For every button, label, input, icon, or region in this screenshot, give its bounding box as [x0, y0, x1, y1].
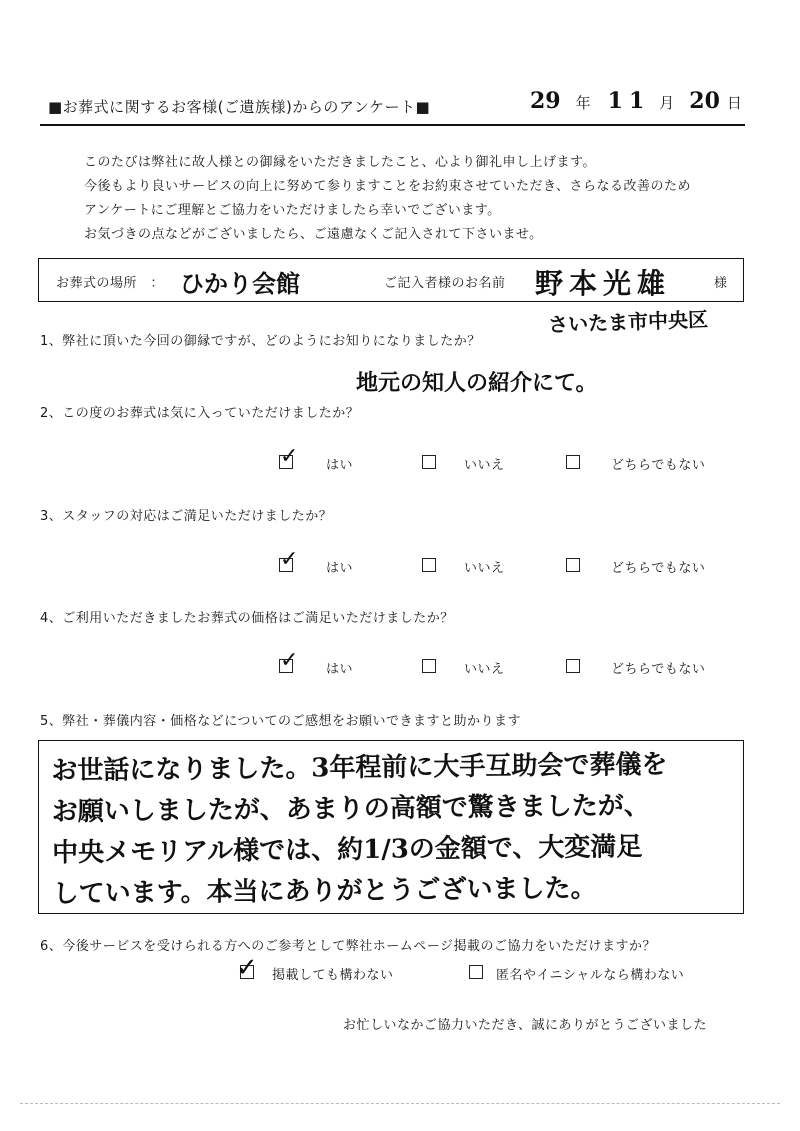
- q3-yes-label: はい: [326, 561, 354, 576]
- comment-text: [51, 745, 669, 915]
- question-4: 4、ご利用いただきましたお葬式の価格はご満足いただけましたか？: [40, 611, 454, 626]
- venue-value: ひかり会館: [180, 269, 300, 298]
- answer-1: 地元の知人の紹介にて。: [356, 370, 598, 396]
- q4-no-checkbox[interactable]: [422, 659, 436, 673]
- q4-options: [0, 648, 800, 678]
- q2-options: [0, 444, 800, 474]
- intro-line: 今後もより良いサービスの向上に努めて参りますことをお約束させていただき、さらなる改善のため: [84, 179, 691, 194]
- name-value: 野本光雄: [535, 267, 672, 300]
- q6-anonymous-label: 匿名やイニシャルなら構わない: [496, 968, 685, 983]
- date-day: 20: [689, 88, 720, 114]
- header-rule: [40, 124, 745, 126]
- intro-line: アンケートにご理解とご協力をいただけましたら幸いでございます。: [84, 203, 501, 218]
- address-value: さいたま市中央区: [547, 307, 709, 337]
- survey-title: ■お葬式に関するお客様(ご遺族様)からのアンケート■: [48, 98, 431, 116]
- comment-line: お願いしましたが、あまりの高額で驚きましたが、: [51, 790, 650, 828]
- q6-publish-label: 掲載しても構わない: [272, 968, 394, 983]
- q4-check-mark: ✓: [280, 648, 299, 673]
- q3-neither-label: どちらでもない: [611, 561, 706, 576]
- q3-check-mark: ✓: [280, 547, 299, 572]
- comment-line: 中央メモリアル様では、約1/3の金額で、大変満足: [52, 832, 643, 869]
- closing-text: お忙しいなかご協力いただき、誠にありがとうございました: [343, 1018, 707, 1033]
- q3-no-checkbox[interactable]: [422, 558, 436, 572]
- q2-neither-label: どちらでもない: [611, 458, 706, 473]
- date-month: 11: [607, 88, 651, 114]
- date-field: [530, 88, 742, 114]
- q4-no-label: いいえ: [464, 662, 505, 677]
- q3-no-label: いいえ: [464, 561, 505, 576]
- intro-text: [84, 151, 691, 247]
- q2-yes-label: はい: [326, 458, 354, 473]
- q3-options: [0, 547, 800, 577]
- q4-yes-label: はい: [326, 662, 354, 677]
- q6-anonymous-checkbox[interactable]: [469, 965, 483, 979]
- q6-options: [0, 953, 800, 985]
- question-2: 2、この度のお葬式は気に入っていただけましたか？: [40, 406, 360, 421]
- year-label: 年: [575, 94, 591, 112]
- q2-neither-checkbox[interactable]: [566, 455, 580, 469]
- intro-line: お気づきの点などがございましたら、ご遠慮なくご記入されて下さいませ。: [84, 227, 543, 242]
- name-label: ご記入者様のお名前: [384, 276, 506, 291]
- scan-edge: [20, 1103, 780, 1105]
- question-3: 3、スタッフの対応はご満足いただけましたか？: [40, 509, 333, 524]
- q4-neither-label: どちらでもない: [611, 662, 706, 677]
- venue-label: お葬式の場所 ：: [56, 276, 165, 291]
- comment-line: しています。本当にありがとうございました。: [52, 873, 597, 910]
- day-label: 日: [726, 94, 742, 112]
- q2-no-label: いいえ: [464, 458, 505, 473]
- question-6: 6、今後サービスを受けられる方へのご参考として弊社ホームページ掲載のご協力をいただけますか？: [40, 939, 657, 954]
- month-label: 月: [659, 94, 675, 112]
- q4-neither-checkbox[interactable]: [566, 659, 580, 673]
- date-year: 29: [530, 88, 561, 114]
- comment-line: お世話になりました。3年程前に大手互助会で葬儀を: [51, 749, 668, 787]
- name-suffix: 様: [714, 276, 728, 291]
- question-1: 1、弊社に頂いた今回の御縁ですが、どのようにお知りになりましたか？: [40, 334, 481, 349]
- question-5: 5、弊社・葬儀内容・価格などについてのご感想をお願いできますと助かります: [40, 714, 522, 729]
- q6-check-mark: ✓: [236, 953, 258, 983]
- q2-check-mark: ✓: [280, 444, 299, 469]
- q3-neither-checkbox[interactable]: [566, 558, 580, 572]
- intro-line: このたびは弊社に故人様との御縁をいただきましたこと、心より御礼申し上げます。: [84, 155, 596, 170]
- q2-no-checkbox[interactable]: [422, 455, 436, 469]
